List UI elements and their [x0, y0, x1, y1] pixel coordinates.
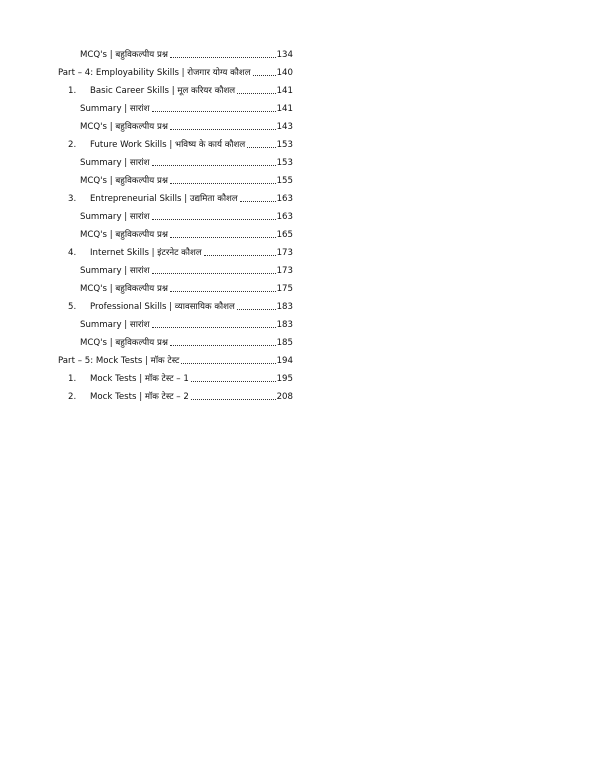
toc-entry[interactable] — [68, 366, 293, 384]
toc-entry-page: 183 — [276, 302, 293, 313]
dot-leader — [181, 363, 275, 364]
toc-entry[interactable] — [80, 42, 293, 60]
toc-entry-page: 185 — [276, 338, 293, 349]
toc-entry-title: Mock Tests | मॉक टेस्ट – 1 — [90, 374, 189, 385]
dot-leader — [247, 147, 275, 148]
toc-entry-title: Summary | सारांश — [80, 266, 150, 277]
toc-entry[interactable] — [80, 312, 293, 330]
toc-entry[interactable] — [80, 276, 293, 294]
toc-entry[interactable] — [68, 384, 293, 402]
dot-leader — [152, 111, 276, 112]
toc-entry-page: 141 — [276, 104, 293, 115]
toc-entry-title: Entrepreneurial Skills | उद्यमिता कौशल — [90, 194, 238, 205]
toc-entry-title: MCQ's | बहुविकल्पीय प्रश्न — [80, 338, 168, 349]
toc-entry[interactable] — [68, 186, 293, 204]
toc-entry-page: 153 — [276, 158, 293, 169]
dot-leader — [170, 183, 276, 184]
toc-entry-page: 175 — [276, 284, 293, 295]
toc-entry[interactable] — [80, 150, 293, 168]
toc-entry-title: Summary | सारांश — [80, 158, 150, 169]
toc-entry-title: Summary | सारांश — [80, 212, 150, 223]
dot-leader — [152, 327, 276, 328]
toc-entry-title: Summary | सारांश — [80, 320, 150, 331]
toc-entry-page: 194 — [276, 356, 293, 367]
dot-leader — [170, 291, 276, 292]
toc-entry[interactable] — [80, 168, 293, 186]
toc-entry-title: MCQ's | बहुविकल्पीय प्रश्न — [80, 284, 168, 295]
toc-entry-number: 3. — [68, 194, 77, 205]
toc-entry-number: 2. — [68, 140, 77, 151]
toc-part-heading[interactable] — [58, 60, 293, 78]
toc-entry-page: 173 — [276, 266, 293, 277]
toc-entry[interactable] — [68, 294, 293, 312]
dot-leader — [152, 273, 276, 274]
toc-entry-page: 165 — [276, 230, 293, 241]
dot-leader — [237, 309, 276, 310]
toc-entry-page: 134 — [276, 50, 293, 61]
dot-leader — [191, 399, 276, 400]
toc-entry-page: 195 — [276, 374, 293, 385]
toc-entry-number: 2. — [68, 392, 77, 403]
toc-entry[interactable] — [68, 240, 293, 258]
toc-entry-title: Internet Skills | इंटरनेट कौशल — [90, 248, 202, 259]
toc-entry-number: 4. — [68, 248, 77, 259]
toc-entry-title: Part – 5: Mock Tests | मॉक टेस्ट — [58, 356, 180, 367]
dot-leader — [240, 201, 276, 202]
toc-entry-page: 163 — [276, 194, 293, 205]
toc-entry[interactable] — [68, 78, 293, 96]
toc-entry-number: 1. — [68, 86, 77, 97]
dot-leader — [170, 345, 276, 346]
toc-entry[interactable] — [80, 96, 293, 114]
toc-entry-page: 208 — [276, 392, 293, 403]
dot-leader — [170, 57, 276, 58]
toc-entry-page: 153 — [276, 140, 293, 151]
toc-entry-page: 173 — [276, 248, 293, 259]
dot-leader — [253, 75, 276, 76]
toc-entry-title: MCQ's | बहुविकल्पीय प्रश्न — [80, 50, 168, 61]
toc-entry-page: 143 — [276, 122, 293, 133]
toc-entry-page: 155 — [276, 176, 293, 187]
toc-entry[interactable] — [80, 114, 293, 132]
dot-leader — [152, 219, 276, 220]
toc-entry-title: Professional Skills | व्यावसायिक कौशल — [90, 302, 235, 313]
toc-entry-title: MCQ's | बहुविकल्पीय प्रश्न — [80, 122, 168, 133]
toc-entry-page: 140 — [276, 68, 293, 79]
toc-entry-title: Mock Tests | मॉक टेस्ट – 2 — [90, 392, 189, 403]
dot-leader — [191, 381, 276, 382]
toc-entry-title: Future Work Skills | भविष्य के कार्य कौशल — [90, 140, 246, 151]
toc-entry-page: 141 — [276, 86, 293, 97]
toc-part-heading[interactable] — [58, 348, 293, 366]
toc-entry-page: 183 — [276, 320, 293, 331]
toc-entry[interactable] — [80, 204, 293, 222]
toc-entry-title: Part – 4: Employability Skills | रोजगार योग्य कौशल — [58, 68, 251, 79]
toc-entry-title: Summary | सारांश — [80, 104, 150, 115]
toc-entry-title: MCQ's | बहुविकल्पीय प्रश्न — [80, 230, 168, 241]
toc-entry-title: MCQ's | बहुविकल्पीय प्रश्न — [80, 176, 168, 187]
dot-leader — [170, 237, 276, 238]
dot-leader — [152, 165, 276, 166]
toc-entry[interactable] — [80, 258, 293, 276]
toc-entry-number: 5. — [68, 302, 77, 313]
toc-entry[interactable] — [80, 222, 293, 240]
toc-entry-number: 1. — [68, 374, 77, 385]
toc-entry-page: 163 — [276, 212, 293, 223]
toc-entry[interactable] — [80, 330, 293, 348]
dot-leader — [170, 129, 276, 130]
dot-leader — [204, 255, 276, 256]
toc-entry[interactable] — [68, 132, 293, 150]
toc-entry-title: Basic Career Skills | मूल करियर कौशल — [90, 86, 236, 97]
dot-leader — [237, 93, 275, 94]
